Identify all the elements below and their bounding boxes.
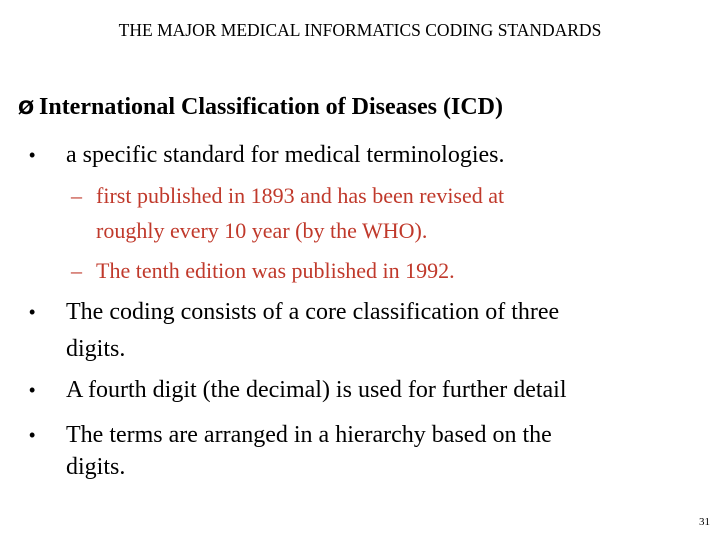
bullet-dot-icon: • [29, 302, 36, 322]
dash-bullet-icon: – [71, 183, 82, 208]
bullet-dot-icon: • [29, 145, 36, 165]
bullet-text: A fourth digit (the decimal) is used for further detail [66, 377, 567, 403]
page-number: 31 [699, 516, 710, 528]
slide-title: THE MAJOR MEDICAL INFORMATICS CODING STANDARDS [118, 20, 602, 40]
section-heading-text: International Classification of Diseases (ICD) [39, 94, 503, 120]
arrow-bullet-icon: Ø [18, 97, 35, 119]
sub-bullet-text: first published in 1893 and has been revised at [96, 183, 505, 208]
bullet-text: digits. [66, 454, 126, 480]
bullet-dot-icon: • [29, 425, 36, 445]
bullet-text: The terms are arranged in a hierarchy based on the [66, 422, 552, 448]
section-heading [18, 94, 503, 121]
dash-bullet-icon: – [71, 258, 82, 283]
sub-bullet-text: The tenth edition was published in 1992. [96, 258, 455, 283]
bullet-dot-icon: • [29, 380, 36, 400]
bullet-text: a specific standard for medical terminologies. [66, 142, 505, 168]
sub-bullet-text: roughly every 10 year (by the WHO). [96, 218, 428, 243]
bullet-text: digits. [66, 336, 126, 362]
bullet-text: The coding consists of a core classification of three [66, 299, 560, 325]
